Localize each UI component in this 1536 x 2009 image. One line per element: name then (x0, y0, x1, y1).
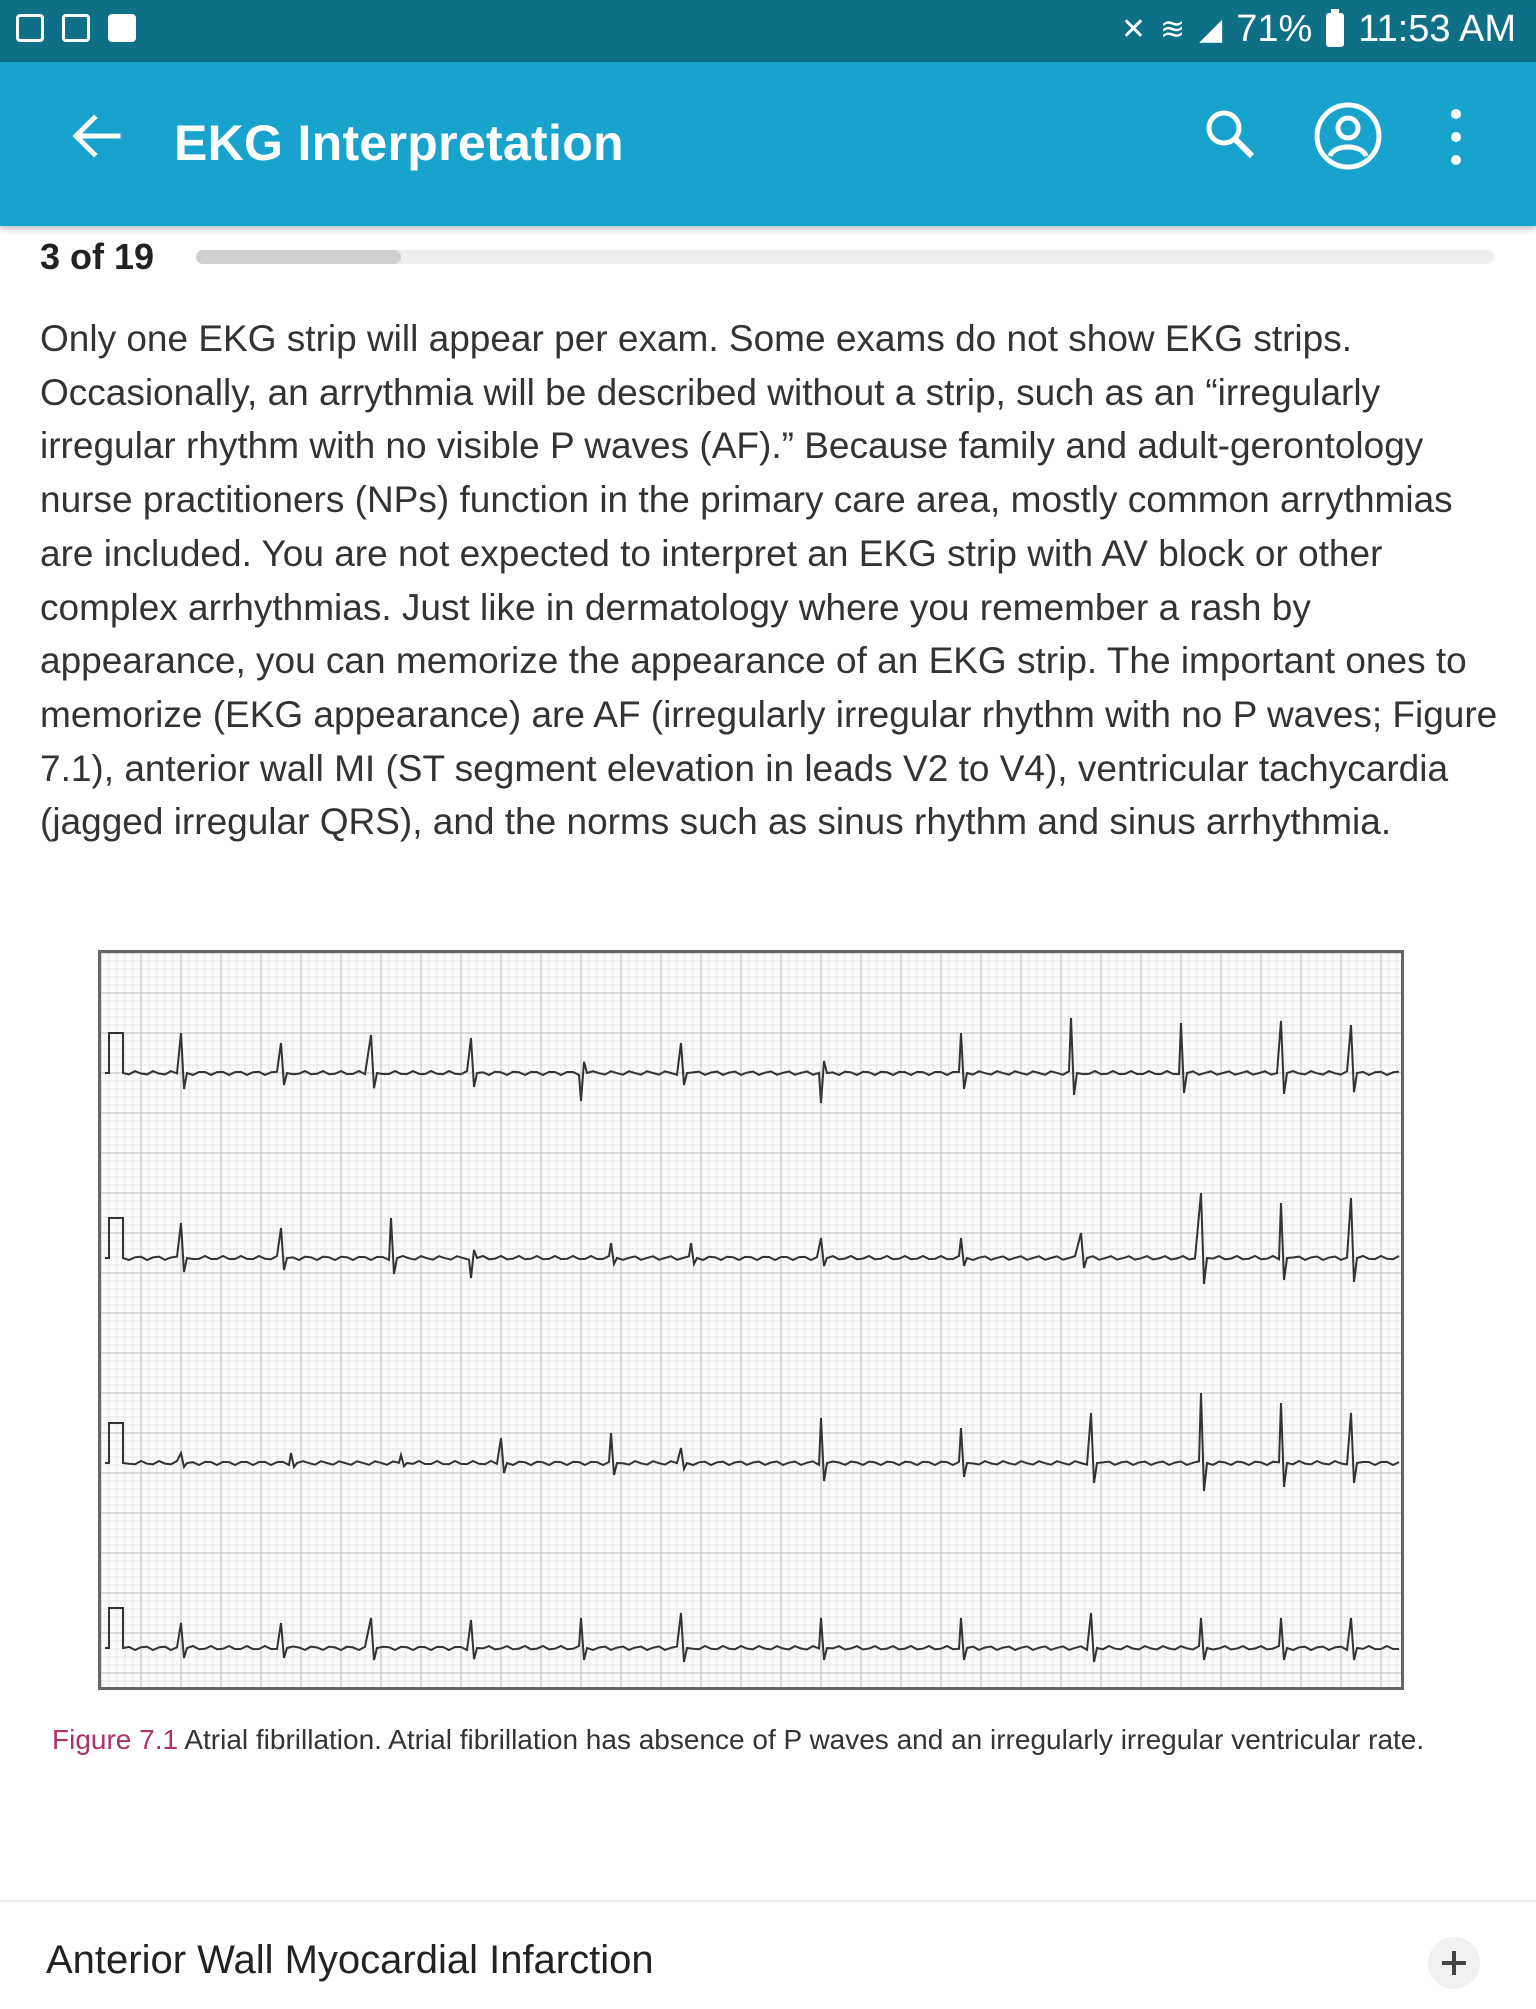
app-bar (0, 62, 1536, 226)
figure-caption-label: Figure 7.1 (52, 1724, 179, 1755)
search-icon[interactable] (1200, 104, 1260, 164)
ekg-figure (98, 950, 1404, 1690)
notification-icons (16, 14, 136, 42)
back-arrow-icon[interactable] (68, 108, 124, 164)
mute-icon: ✕ (1120, 13, 1146, 46)
battery-percent: 71% (1236, 8, 1313, 50)
figure-caption-text: Atrial fibrillation. Atrial fibrillation has absence of P waves and an irregularly irregular ventricular rate. (184, 1724, 1425, 1755)
app-notification-icon (108, 14, 136, 42)
accordion-anterior-wall-mi[interactable] (0, 1902, 1536, 2009)
battery-icon (1326, 13, 1344, 47)
gallery-icon (16, 14, 44, 42)
progress-bar (196, 250, 1494, 264)
page-title: EKG Interpretation (174, 115, 624, 171)
clock: 11:53 AM (1358, 8, 1516, 50)
signal-icon: ◢ (1199, 13, 1223, 46)
ekg-strip-image (101, 953, 1401, 1687)
screenshot-icon (62, 14, 90, 42)
status-bar (0, 0, 1536, 62)
system-status (1121, 8, 1516, 51)
accordion-title: Anterior Wall Myocardial Infarction (46, 1938, 654, 1982)
page-counter: 3 of 19 (40, 236, 155, 277)
more-vert-icon[interactable] (1440, 106, 1472, 168)
progress-bar-fill (196, 250, 401, 264)
wifi-icon: ≋ (1159, 13, 1186, 46)
figure-caption (52, 1724, 1424, 1756)
plus-icon[interactable] (1428, 1937, 1480, 1989)
lesson-body-text: Only one EKG strip will appear per exam. Some exams do not show EKG strips. Occasionally, an arrythmia will be described without a strip, such as an “irregularly irregular rhythm with no visible P waves (AF).” Because family and adult-gerontology nurse practitioners (NPs) function in the primary care area, mostly common arrythmias are included. You are not expected to interpret an EKG strip with AV block or other complex arrhythmias. Just like in dermatology where you remember a rash by appearance, you can memorize the appearance of an EKG strip. The important ones to memorize (EKG appearance) are AF (irregularly irregular rhythm with no P waves; Figure 7.1), anterior wall MI (ST segment elevation in leads V2 to V4), ventricular tachycardia (jagged irregular QRS), and the norms such as sinus rhythm and sinus arrhythmia. (40, 318, 1498, 843)
account-icon[interactable] (1312, 100, 1384, 172)
